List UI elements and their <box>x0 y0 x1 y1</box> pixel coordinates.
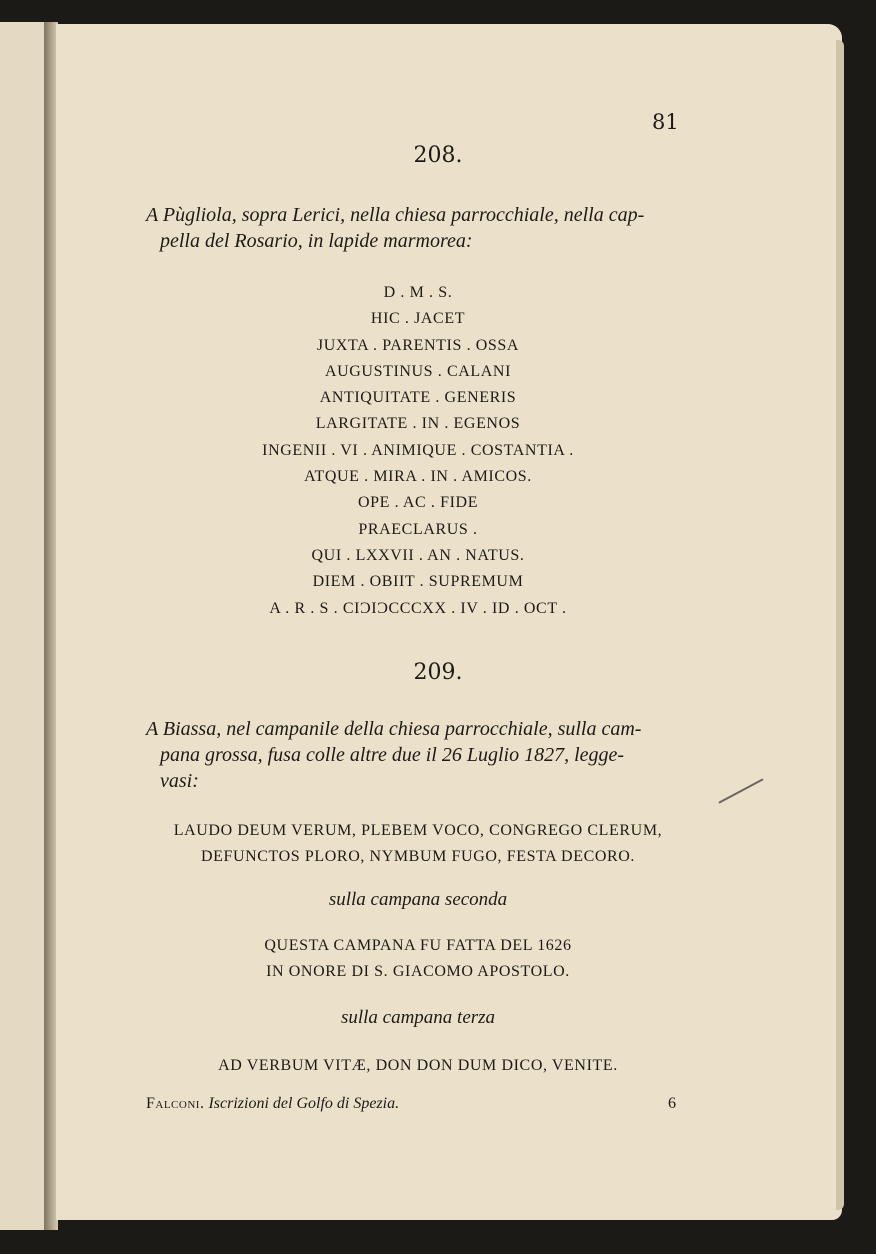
inscription-line: INGENII . VI . ANIMIQUE . COSTANTIA . <box>262 441 574 459</box>
inscription-line: ANTIQUITATE . GENERIS <box>319 389 517 407</box>
section-208-intro <box>146 202 696 254</box>
page-footer <box>146 1095 676 1113</box>
inscription-line: HIC . JACET <box>370 310 466 328</box>
bell-2-caption: sulla campana seconda <box>328 889 508 910</box>
inscription-line: A . R . S . CIƆIƆCCCXX . IV . ID . OCT . <box>269 599 567 617</box>
footer-author: Falconi. <box>146 1095 205 1112</box>
section-number-209: 209. <box>413 660 463 685</box>
inscription-line: OPE . AC . FIDE <box>357 494 479 512</box>
bell-3-inscription <box>0 1053 836 1079</box>
intro-line: A Biassa, nel campanile della chiesa parrocchiale, sulla cam- <box>146 718 642 740</box>
inscription-line: QUESTA CAMPANA FU FATTA DEL 1626 <box>264 937 572 954</box>
inscription-line: LARGITATE . IN . EGENOS <box>315 415 521 433</box>
footer-title: Iscrizioni del Golfo di Spezia. <box>208 1095 400 1112</box>
bell-2-inscription <box>0 933 836 986</box>
page-edge <box>836 40 844 1210</box>
intro-line: pella del Rosario, in lapide marmorea: <box>160 230 473 252</box>
intro-line: pana grossa, fusa colle altre due il 26 Luglio 1827, legge- <box>160 744 625 766</box>
inscription-line: LAUDO DEUM VERUM, PLEBEM VOCO, CONGREGO CLERUM, <box>173 822 663 839</box>
intro-line: A Pùgliola, sopra Lerici, nella chiesa parrocchiale, nella cap- <box>146 204 645 226</box>
bell-1-inscription <box>0 818 836 871</box>
inscription-line: ATQUE . MIRA . IN . AMICOS. <box>304 468 532 486</box>
inscription-line: PRAECLARUS . <box>358 520 478 538</box>
inscription-line: DEFUNCTOS PLORO, NYMBUM FUGO, FESTA DECORO. <box>200 848 636 866</box>
intro-line: vasi: <box>160 770 199 792</box>
inscription-line: DIEM . OBIIT . SUPREMUM <box>312 573 524 591</box>
section-number-208: 208. <box>413 143 463 168</box>
page-number: 81 <box>652 110 679 134</box>
section-209-intro <box>146 716 696 794</box>
inscription-line: IN ONORE DI S. GIACOMO APOSTOLO. <box>266 963 570 981</box>
signature-mark: 6 <box>668 1095 676 1112</box>
inscription-line: AUGUSTINUS . CALANI <box>324 362 512 380</box>
inscription-208 <box>0 280 836 622</box>
inscription-line: JUXTA . PARENTIS . OSSA <box>316 336 520 354</box>
inscription-line: AD VERBUM VITÆ, DON DON DUM DICO, VENITE. <box>218 1057 618 1074</box>
inscription-line: D . M . S. <box>383 284 453 301</box>
inscription-line: QUI . LXXVII . AN . NATUS. <box>311 546 525 564</box>
bell-3-caption: sulla campana terza <box>340 1007 496 1028</box>
